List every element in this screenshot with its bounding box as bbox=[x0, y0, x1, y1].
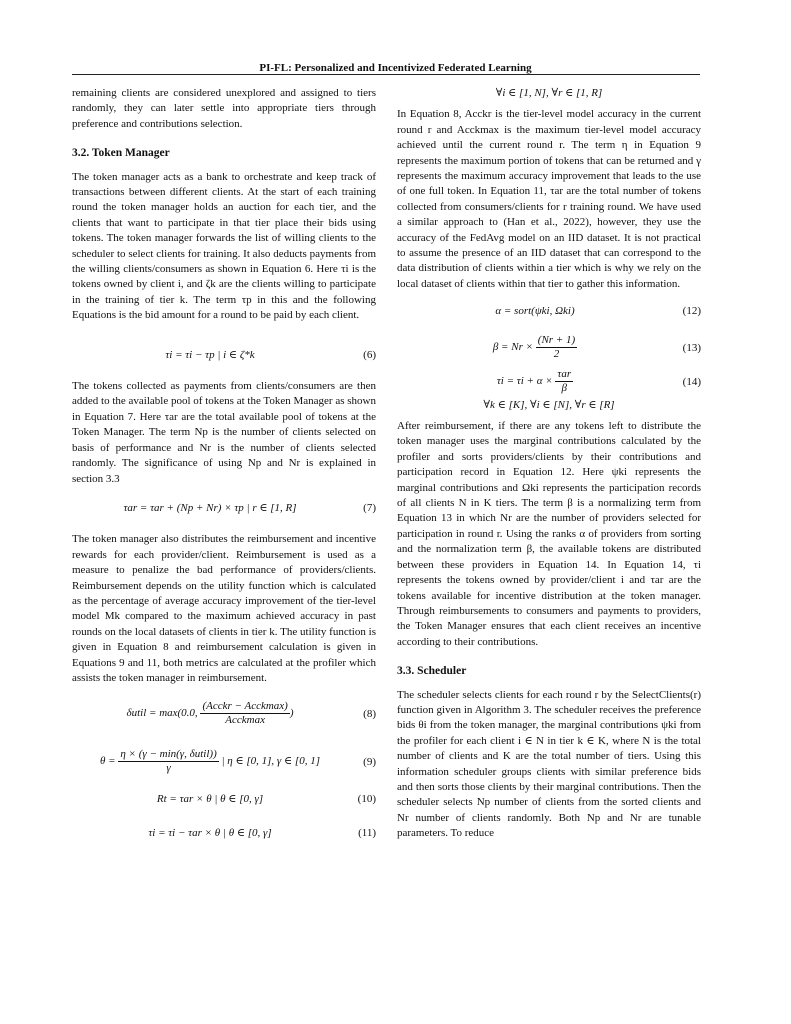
equation-13-fraction bbox=[536, 334, 577, 361]
equation-13-numerator: (Nr + 1) bbox=[537, 333, 576, 346]
header-rule bbox=[72, 74, 700, 75]
equation-12-body: α = sort(ψki, Ωki) bbox=[495, 305, 575, 318]
equation-9 bbox=[72, 746, 376, 780]
equation-11-number: (11) bbox=[358, 826, 376, 839]
equation-8 bbox=[72, 698, 376, 732]
paragraph-intro: remaining clients are considered unexplored and assigned to tiers randomly, they can later settle into appropriate tiers through preference and contributions selection. bbox=[72, 87, 376, 130]
equation-13-denominator: 2 bbox=[553, 347, 560, 360]
equation-6-number: (6) bbox=[363, 348, 376, 361]
paragraph-reimbursement: In Equation 8, Acckr is the tier-level model accuracy in the current round r and Acckmax is the maximum tier-level model accuracy achieved until the current round r. The term η in Equation 9 represents the maximum portion of tokens that can be returned and γ represents the maximum accuracy improvement that leads to the use of one full token. In Equation 11, τar are the total number of tokens collected from consumers/clients for r training round. We have used a similar approach to (Han et al., 2022), however, they use the accuracy of the FedAvg model on an IID dataset. It is not practical to assume the presence of an IID dataset that can correspond to the data distribution of clients within a tier which is why we rely on the local dataset of clients within that tier to gather this information. bbox=[397, 108, 701, 290]
equation-10-number: (10) bbox=[357, 793, 376, 806]
equation-7 bbox=[72, 501, 376, 516]
equation-9-denominator: γ bbox=[166, 762, 171, 775]
equation-14-denominator: β bbox=[561, 381, 567, 394]
equation-14-condition bbox=[397, 398, 701, 413]
equation-12 bbox=[397, 304, 701, 319]
equation-11-body: τi = τi − τar × θ | θ ∈ [0, γ] bbox=[148, 826, 272, 839]
equation-6-body: τi = τi − τp | i ∈ ζ*k bbox=[165, 348, 255, 361]
equation-13 bbox=[397, 334, 701, 364]
equation-7-number: (7) bbox=[363, 501, 376, 514]
equation-9-numerator: η × (γ − min(γ, δutil)) bbox=[120, 748, 217, 761]
equation-11 bbox=[72, 826, 376, 841]
section-heading-token-manager: 3.2. Token Manager bbox=[72, 147, 170, 160]
paragraph-scheduler: The scheduler selects clients for each round r by the SelectClients(r) function given in Algorithm 3. The scheduler receives the preference bids θi from the token manager, the marginal contributions ψki from the profiler for each client i ∈ N in tier k ∈ K, where N is the total number of clients and K are the total number of tiers. Using this information scheduler groups clients with similar preference bids and then sorts those clients by their marginal contributions. Then the scheduler selects Np number of clients from the sorted clients and Nr number of clients randomly. Both Np and Nr are tunable parameters. To reduce bbox=[397, 688, 701, 840]
equation-13-body bbox=[397, 334, 673, 361]
equation-8-number: (8) bbox=[363, 708, 376, 721]
equation-9-fraction bbox=[118, 748, 218, 775]
paragraph-token-3: The token manager also distributes the reimbursement and incentive rewards for each provider/client. Reimbursement is used as a measure to penalize the bad performance of providers/clients. Reimbursement depends on the utility function which is calculated as the percentage of average accuracy improvement of the tier-level model Mk compared to the maximum achieved accuracy in past rounds on the local datasets of clients in tier k. The utility function is given in Equation 8 and reimbursement calculation is given in Equations 9 and 11, both metrics are calculated at the profiler which assists the token manager in reimbursement. bbox=[72, 533, 376, 684]
equation-7-body: τar = τar + (Np + Nr) × τp | r ∈ [1, R] bbox=[123, 501, 297, 514]
paragraph-token-2: The tokens collected as payments from clients/consumers are then added to the available pool of tokens at the Token Manager as shown in Equation 7. Here τar are the total available pool of tokens at the Token Manager. The term Np is the number of clients selected on basis of performance and Nr is the number of clients selected randomly. The significance of using Np and Nr is explained in section 3.3 bbox=[72, 380, 376, 485]
equation-6 bbox=[72, 348, 376, 363]
left-column bbox=[72, 86, 376, 841]
right-column bbox=[397, 86, 701, 842]
equation-14-lhs: τi = τi + α × bbox=[496, 374, 553, 387]
paragraph-token-1: The token manager acts as a bank to orchestrate and keep track of transactions between different clients. At the start of each training round the token manager holds an auction for each tier, and the clients that want to participate in that tier place their bids using tokens. The token manager forwards the list of willing clients to the scheduler to select clients for training. It also deducts payments from the willing clients/consumers as shown in Equation 6. Here τi is the tokens owned by client i, and ζk are the clients willing to participate in the training of tier k. The term τp in this and the following Equations is the bid amount for a round to be paid by each client. bbox=[72, 170, 376, 322]
equation-14 bbox=[397, 368, 701, 398]
equation-8-lhs: δutil = max(0.0, bbox=[126, 707, 198, 720]
equation-9-lhs: θ = bbox=[100, 755, 116, 768]
equation-13-number: (13) bbox=[682, 341, 701, 354]
equation-11-condition bbox=[397, 86, 701, 101]
equation-10-body: Rt = τar × θ | θ ∈ [0, γ] bbox=[156, 793, 264, 806]
equation-9-number: (9) bbox=[363, 756, 376, 769]
equation-14-fraction bbox=[555, 368, 573, 395]
equation-13-lhs: β = Nr × bbox=[492, 340, 534, 353]
equation-10 bbox=[72, 792, 376, 807]
equation-9-condition: | η ∈ [0, 1], γ ∈ [0, 1] bbox=[221, 755, 320, 768]
equation-11-condition-body: ∀i ∈ [1, N], ∀r ∈ [1, R] bbox=[495, 87, 603, 99]
equation-9-body bbox=[72, 748, 348, 775]
section-heading-scheduler: 3.3. Scheduler bbox=[397, 665, 467, 678]
paragraph-incentive: After reimbursement, if there are any tokens left to distribute the token manager uses the marginal contributions calculated by the profiler and sorts providers/clients by their contributions and participation record in Equation 12. Here ψki represents the marginal contributions and Ωki represents the participation records of all clients N in K tiers. The term β is a normalizing term from Equation 13 in which Nr are the number of providers selected for participation in round r. Using the ranks α of providers from sorting and the normalization term β, the available tokens are distributed between these providers in Equation 14. In Equation 14, τi represents the tokens owned by provider/client i and τar are the tokens available for incentive distribution at the token manager. Through reimbursements to consumers and payments to providers, the Token Manager ensures that each client receives an incentive according to their contributions. bbox=[397, 420, 701, 648]
equation-8-denominator: Acckmax bbox=[225, 714, 265, 727]
equation-8-numerator: (Acckr − Acckmax) bbox=[202, 700, 288, 713]
equation-14-numerator: τar bbox=[557, 367, 572, 380]
equation-14-condition-body: ∀k ∈ [K], ∀i ∈ [N], ∀r ∈ [R] bbox=[483, 398, 615, 411]
equation-8-fraction bbox=[200, 700, 289, 727]
equation-14-number: (14) bbox=[682, 375, 701, 388]
equation-12-number: (12) bbox=[682, 305, 701, 318]
equation-14-body bbox=[397, 368, 673, 395]
equation-8-body: δutil = max(0.0, $\frac{\text{(Acckr − Acckmax)}}{\text{Acckmax}}$ ) bbox=[126, 700, 294, 727]
running-header: PI-FL: Personalized and Incentivized Federated Learning bbox=[259, 62, 532, 74]
